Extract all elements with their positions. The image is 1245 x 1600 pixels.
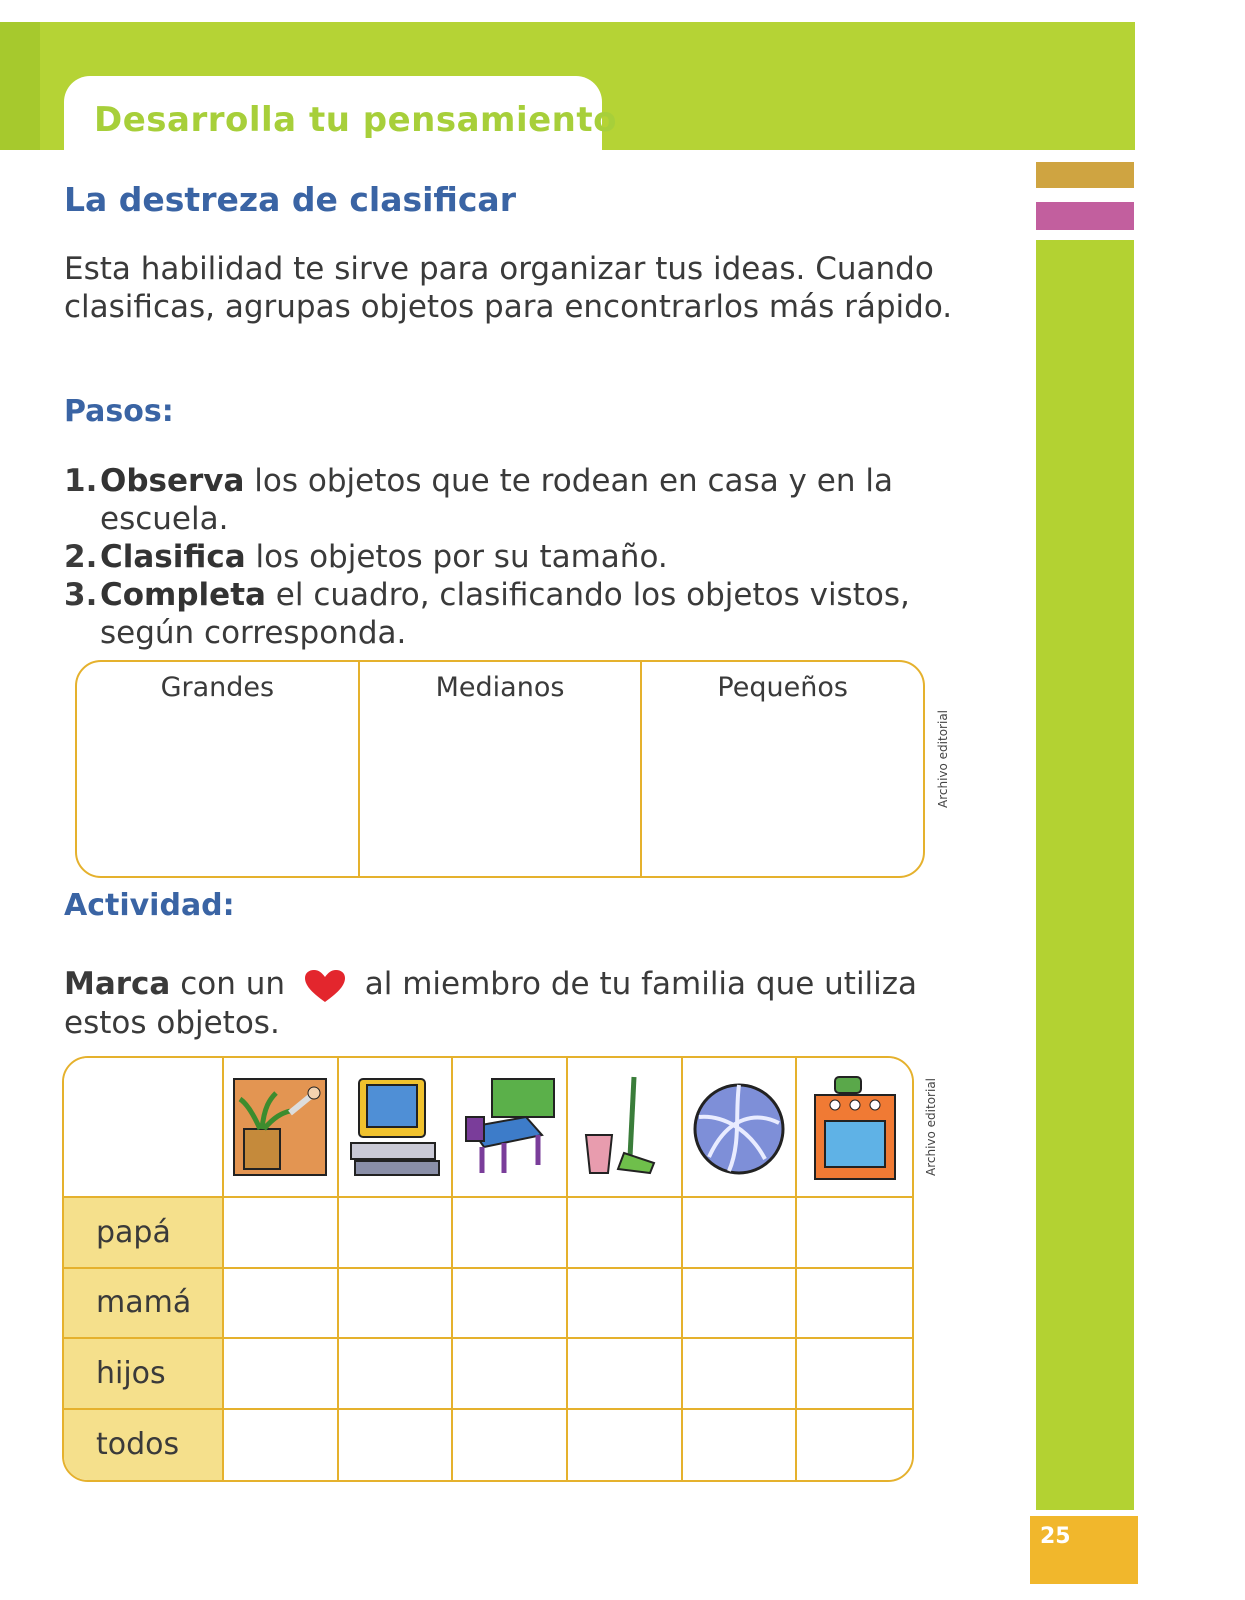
row-label-todos: todos: [64, 1410, 224, 1481]
mark-cell[interactable]: [797, 1410, 912, 1481]
column-medianos[interactable]: Medianos: [360, 662, 643, 876]
steps-list: [64, 462, 964, 652]
mark-cell[interactable]: [224, 1269, 339, 1340]
mark-cell[interactable]: [224, 1339, 339, 1410]
step-text: [100, 576, 964, 652]
step-text: [100, 462, 964, 538]
row-label-papa: papá: [64, 1198, 224, 1269]
top-band-edge: [0, 22, 40, 150]
column-pequenos[interactable]: Pequeños: [717, 672, 848, 703]
mark-cell[interactable]: [453, 1198, 568, 1269]
mark-cell[interactable]: [339, 1198, 454, 1269]
page-number: 25: [1040, 1524, 1071, 1549]
activity-instruction: [64, 965, 964, 1042]
table-corner: [64, 1058, 224, 1198]
object-cell: [224, 1058, 339, 1198]
steps-heading: Pasos:: [64, 394, 174, 429]
step-description: el cuadro, clasificando los objetos vistos, según corresponda.: [100, 577, 910, 651]
broom-dustpan-icon: [574, 1073, 674, 1181]
mark-cell[interactable]: [797, 1269, 912, 1340]
heart-icon: [303, 968, 347, 1004]
mark-cell[interactable]: [683, 1339, 798, 1410]
mark-cell[interactable]: [568, 1410, 683, 1481]
object-cell: [453, 1058, 568, 1198]
mark-cell[interactable]: [224, 1410, 339, 1481]
activity-text-b: al miembro de tu familia que utiliza estos objetos.: [64, 966, 918, 1041]
activity-heading: Actividad:: [64, 888, 235, 923]
step-item: [64, 462, 964, 538]
stove-icon: [805, 1073, 905, 1181]
step-verb: Completa: [100, 577, 266, 613]
mark-cell[interactable]: [453, 1339, 568, 1410]
activity-verb: Marca: [64, 966, 171, 1002]
mark-cell[interactable]: [339, 1410, 454, 1481]
step-description: los objetos por su tamaño.: [245, 539, 668, 575]
step-verb: Observa: [100, 463, 245, 499]
desk-icon: [460, 1073, 560, 1181]
mark-cell[interactable]: [453, 1410, 568, 1481]
step-verb: Clasifica: [100, 539, 246, 575]
mark-cell[interactable]: [683, 1410, 798, 1481]
side-strip-magenta: [1036, 202, 1134, 230]
object-cell: [683, 1058, 798, 1198]
mark-cell[interactable]: [339, 1269, 454, 1340]
credit-archivo-1: Archivo editorial: [936, 709, 950, 808]
mark-cell[interactable]: [797, 1198, 912, 1269]
mark-cell[interactable]: [568, 1269, 683, 1340]
mark-cell[interactable]: [339, 1339, 454, 1410]
mark-cell[interactable]: [568, 1339, 683, 1410]
mark-cell[interactable]: [683, 1269, 798, 1340]
ball-icon: [689, 1073, 789, 1181]
mark-cell[interactable]: [797, 1339, 912, 1410]
step-description: los objetos que te rodean en casa y en la escuela.: [100, 463, 893, 537]
activity-text-a: con un: [170, 966, 295, 1002]
mark-cell[interactable]: [224, 1198, 339, 1269]
row-label-mama: mamá: [64, 1269, 224, 1340]
step-number: 3.: [64, 577, 98, 613]
step-item: [64, 538, 964, 576]
side-strip-gold: [1036, 162, 1134, 188]
mark-cell[interactable]: [568, 1198, 683, 1269]
object-cell: [339, 1058, 454, 1198]
header-title: Desarrolla tu pensamiento: [94, 100, 617, 140]
mark-cell[interactable]: [453, 1269, 568, 1340]
section-title: La destreza de clasificar: [64, 180, 516, 219]
step-number: 1.: [64, 463, 98, 499]
row-label-hijos: hijos: [64, 1339, 224, 1410]
column-grandes[interactable]: Grandes: [77, 662, 360, 876]
credit-archivo-2: Archivo editorial: [924, 1077, 938, 1176]
side-green-bar: [1036, 240, 1134, 1510]
classify-table: [75, 660, 925, 878]
object-cell: [797, 1058, 912, 1198]
plant-watering-icon: [230, 1073, 330, 1181]
mark-cell[interactable]: [683, 1198, 798, 1269]
step-number: 2.: [64, 539, 98, 575]
computer-icon: [345, 1073, 445, 1181]
object-cell: [568, 1058, 683, 1198]
step-item: [64, 576, 964, 652]
intro-paragraph: Esta habilidad te sirve para organizar tus ideas. Cuando clasificas, agrupas objetos para encontrarlos más rápido.: [64, 251, 953, 325]
family-table: [62, 1056, 914, 1482]
step-text: [100, 538, 668, 576]
